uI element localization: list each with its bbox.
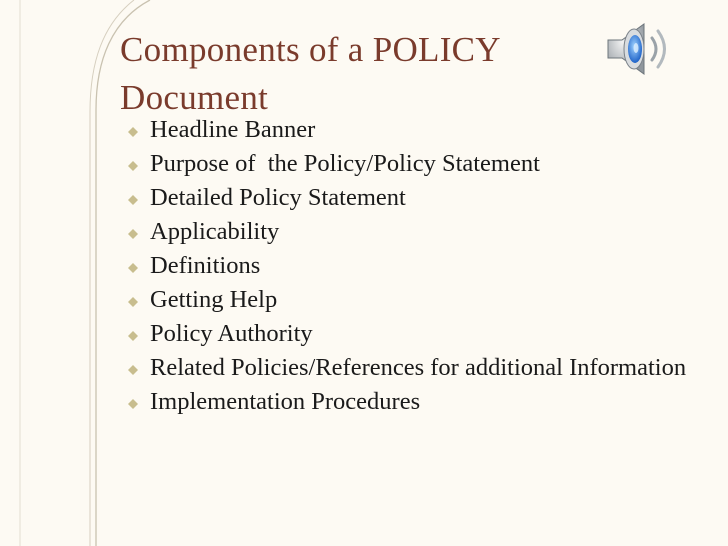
bullet-text: Policy Authority (150, 320, 313, 347)
bullet-item-purpose (128, 152, 688, 176)
bullet-item-implementation-procedures (128, 390, 688, 414)
bullet-text: Applicability (150, 218, 280, 245)
bullet-item-getting-help (128, 288, 688, 312)
bullet-list (128, 118, 688, 414)
diamond-bullet-icon (128, 127, 138, 137)
bullet-text: Definitions (150, 252, 261, 279)
bullet-text: Purpose of the Policy/Policy Statement (150, 150, 540, 177)
diamond-bullet-icon (128, 399, 138, 409)
bullet-text: Related Policies/References for additional Information (150, 354, 687, 381)
bullet-item-related-policies (128, 356, 688, 380)
speaker-icon[interactable] (600, 18, 678, 80)
bullet-item-applicability (128, 220, 688, 244)
bullet-text: Detailed Policy Statement (150, 184, 406, 211)
bullet-text: Implementation Procedures (150, 388, 421, 415)
diamond-bullet-icon (128, 195, 138, 205)
diamond-bullet-icon (128, 331, 138, 341)
diamond-bullet-icon (128, 297, 138, 307)
bullet-item-detailed-policy-statement (128, 186, 688, 210)
slide-title: Components of a POLICY Document (120, 30, 500, 117)
diamond-bullet-icon (128, 161, 138, 171)
bullet-item-definitions (128, 254, 688, 278)
diamond-bullet-icon (128, 229, 138, 239)
bullet-item-headline-banner (128, 118, 688, 142)
bullet-text: Headline Banner (150, 116, 316, 143)
diamond-bullet-icon (128, 365, 138, 375)
diamond-bullet-icon (128, 263, 138, 273)
bullet-item-policy-authority (128, 322, 688, 346)
bullet-text: Getting Help (150, 286, 278, 313)
